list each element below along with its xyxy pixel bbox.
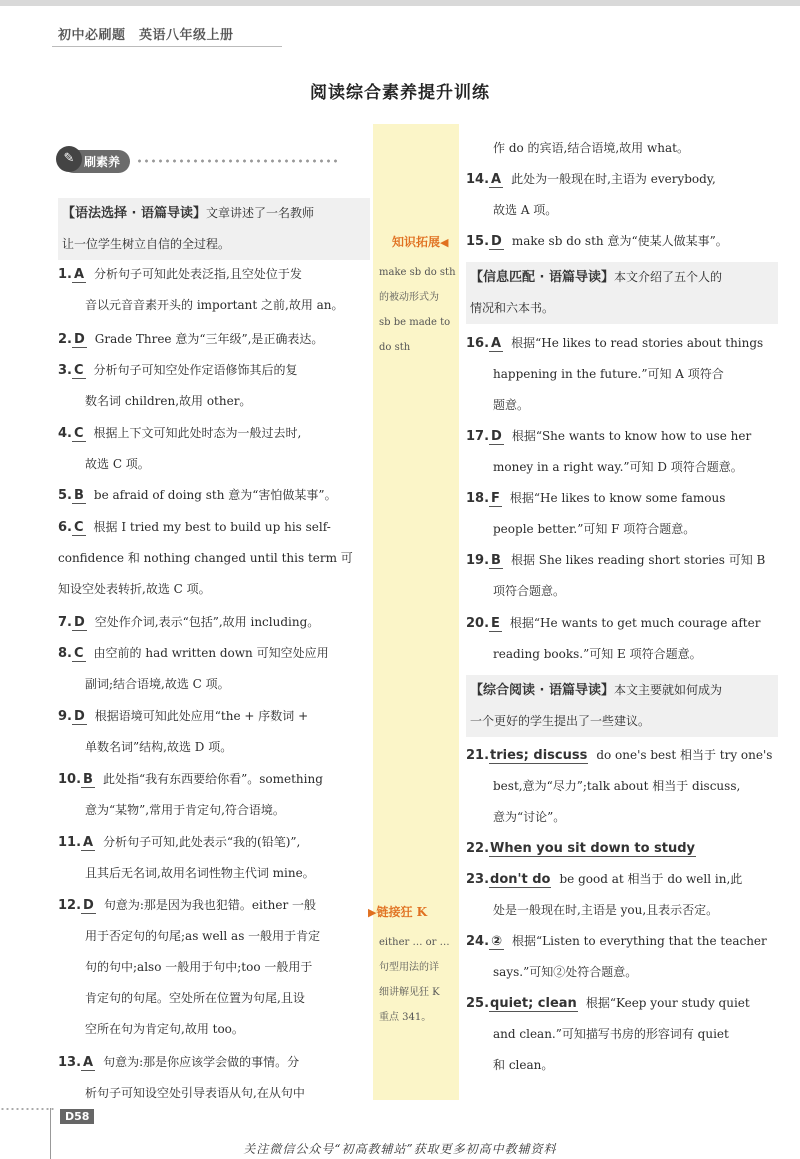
side-note-line: 的被动形式为: [379, 292, 439, 303]
explanation-text: 处是一般现在时,主语是 you,且表示否定。: [493, 903, 719, 917]
question-number: 2.: [58, 332, 72, 347]
answer-item: [466, 226, 778, 257]
section-intro: 一个更好的学生提出了一些建议。: [470, 714, 651, 728]
answer-item: [58, 259, 370, 321]
section-intro: 本文介绍了五个人的: [614, 270, 723, 284]
answer-item: [466, 608, 778, 670]
answer-item: [466, 926, 778, 988]
explanation-text: happening in the future.”可知 A 项符合: [493, 367, 724, 381]
answer-item: [58, 418, 370, 480]
answer-item: [58, 607, 370, 638]
explanation-text: make sb do sth 意为“使某人做某事”。: [511, 234, 728, 248]
explanation-text: 肯定句的句尾。空处所在位置为句尾,且设: [85, 991, 305, 1005]
explanation-text: 空处作介词,表示“包括”,故用 including。: [94, 615, 320, 629]
arrow-right-icon: ▶: [368, 906, 377, 919]
header-divider: [52, 46, 282, 47]
explanation-text: 项符合题意。: [493, 584, 566, 598]
explanation-text: 用于否定句的句尾;as well as 一般用于肯定: [85, 929, 321, 943]
question-number: 13.: [58, 1055, 82, 1070]
section-intro: 文章讲述了一名教师: [206, 206, 315, 220]
explanation-text: 根据语境可知此处应用“the + 序数词 +: [94, 709, 309, 723]
side-note-line: sb be made to: [379, 317, 451, 328]
explanation-text: 分析句子可知空处作定语修饰其后的复: [93, 363, 298, 377]
explanation-text: 此处为一般现在时,主语为 everybody,: [511, 172, 716, 186]
answer-choice: D: [73, 709, 85, 724]
answer-text: quiet; clean: [490, 996, 577, 1011]
question-number: 8.: [58, 646, 72, 661]
section-matching: [466, 262, 778, 324]
answer-item: [466, 864, 778, 926]
knowledge-extension-tag: [392, 233, 448, 250]
explanation-text: 意为“某物”,常用于肯定句,符合语境。: [85, 803, 285, 817]
answer-item: [466, 328, 778, 421]
section-reading: [466, 675, 778, 737]
explanation-text: 根据“He likes to know some famous: [509, 491, 726, 505]
section-intro: 本文主要就如何成为: [614, 683, 723, 697]
question-number: 15.: [466, 234, 490, 249]
footer-note: 关注微信公众号“初高教辅站”获取更多初高中教辅资料: [243, 1142, 557, 1156]
question-number: 4.: [58, 426, 72, 441]
side-note-line: 细讲解见狂 K: [379, 987, 440, 998]
explanation-text: 句意为:那是因为我也犯错。either 一般: [103, 898, 317, 912]
answer-item: [58, 890, 370, 1045]
section-intro: 让一位学生树立自信的全过程。: [62, 237, 231, 251]
explanation-text: 故选 C 项。: [85, 457, 150, 471]
section-intro: 情况和六本书。: [470, 301, 555, 315]
answer-choice: D: [491, 234, 502, 249]
explanation-text: reading books.”可知 E 项符合题意。: [493, 647, 702, 661]
side-note-line: 重点 341。: [379, 1012, 432, 1023]
dotted-rule: [136, 159, 341, 163]
answer-item: [58, 512, 370, 605]
explanation-text: and clean.”可知描写书房的形容词有 quiet: [493, 1027, 729, 1041]
explanation-text: people better.”可知 F 项符合题意。: [493, 522, 696, 536]
side-note-extension: [373, 260, 459, 360]
side-note-line: 句型用法的详: [379, 962, 439, 973]
explanation-text: 分析句子可知,此处表示“我的(铅笔)”,: [103, 835, 301, 849]
question-number: 7.: [58, 615, 72, 630]
side-tag-label: 链接狂 K: [376, 905, 428, 919]
question-number: 25.: [466, 996, 490, 1011]
explanation-text: 此处指“我有东西要给你看”。something: [102, 772, 323, 786]
answer-choice: E: [491, 616, 500, 631]
section-tag: 【信息匹配 · 语篇导读】: [470, 270, 614, 285]
answer-item: [466, 988, 778, 1081]
explanation-text: 和 clean。: [493, 1058, 554, 1072]
question-number: 11.: [58, 835, 82, 850]
answer-item: [466, 740, 778, 833]
answer-item: [466, 164, 778, 226]
explanation-text: 根据“She wants to know how to use her: [511, 429, 752, 443]
explanation-text: be afraid of doing sth 意为“害怕做某事”。: [93, 488, 337, 502]
explanation-text: 根据 She likes reading short stories 可知 B: [510, 553, 766, 567]
explanation-text: 作 do 的宾语,结合语境,故用 what。: [493, 141, 689, 155]
side-note-line: make sb do sth: [379, 267, 456, 278]
answer-item-continued: [466, 133, 778, 164]
answer-item: [466, 545, 778, 607]
question-number: 22.: [466, 841, 490, 856]
explanation-text: 根据上下文可知此处时态为一般过去时,: [93, 426, 302, 440]
question-number: 24.: [466, 934, 490, 949]
answer-item: [58, 1047, 370, 1109]
answer-item: [58, 638, 370, 700]
explanation-text: 题意。: [493, 398, 530, 412]
side-note-link: [373, 930, 459, 1030]
explanation-text: 单数名词”结构,故选 D 项。: [85, 740, 233, 754]
answer-choice: D: [491, 429, 502, 444]
section-badge: [62, 149, 341, 173]
page-title: 阅读综合素养提升训练: [310, 83, 490, 103]
answer-item: [466, 483, 778, 545]
explanation-text: 析句子可知设空处引导表语从句,在从句中: [85, 1086, 305, 1100]
side-tag-label: 知识拓展: [392, 235, 441, 249]
answer-item: [58, 324, 370, 355]
question-number: 12.: [58, 898, 82, 913]
question-number: 20.: [466, 616, 490, 631]
answer-item: [466, 833, 778, 864]
question-number: 10.: [58, 772, 82, 787]
answer-choice: C: [73, 426, 84, 441]
page-number: D58: [60, 1109, 94, 1124]
explanation-text: 音以元音音素开头的 important 之前,故用 an。: [85, 298, 344, 312]
answer-choice: A: [73, 267, 85, 282]
answer-choice: C: [73, 520, 84, 535]
answer-choice: D: [73, 332, 85, 347]
explanation-text: 句意为:那是你应该学会做的事情。分: [103, 1055, 300, 1069]
answer-text: tries; discuss: [490, 748, 588, 763]
arrow-right-icon: ◀: [440, 236, 449, 249]
explanation-text: 空所在句为肯定句,故用 too。: [85, 1022, 244, 1036]
answer-choice: D: [73, 615, 85, 630]
answer-item: [58, 480, 370, 511]
explanation-text: 知设空处表转折,故选 C 项。: [58, 582, 211, 596]
section-grammar: [58, 198, 370, 260]
answer-choice: C: [73, 646, 84, 661]
side-note-line: do sth: [379, 342, 411, 353]
section-tag: 【语法选择 · 语篇导读】: [62, 206, 206, 221]
answer-choice: F: [491, 491, 500, 506]
explanation-text: 根据“He wants to get much courage after: [509, 616, 761, 630]
explanation-text: 且其后无名词,故用名词性物主代词 mine。: [85, 866, 315, 880]
question-number: 1.: [58, 267, 72, 282]
explanation-text: 故选 A 项。: [493, 203, 558, 217]
top-bar: [0, 0, 800, 6]
explanation-text: 根据“Keep your study quiet: [585, 996, 750, 1010]
question-number: 6.: [58, 520, 72, 535]
explanation-text: 分析句子可知此处表泛指,且空处位于发: [94, 267, 302, 281]
explanation-text: Grade Three 意为“三年级”,是正确表达。: [94, 332, 324, 346]
answer-choice: B: [73, 488, 84, 503]
section-tag: 【综合阅读 · 语篇导读】: [470, 683, 614, 698]
pencil-icon: ✎: [56, 146, 82, 172]
answer-choice: B: [83, 772, 93, 787]
answer-item: [58, 701, 370, 763]
question-number: 9.: [58, 709, 72, 724]
explanation-text: confidence 和 nothing changed until this term 可: [58, 551, 353, 565]
answer-item: [58, 355, 370, 417]
explanation-text: be good at 相当于 do well in,此: [559, 872, 743, 886]
explanation-text: do one's best 相当于 try one's: [596, 748, 773, 762]
explanation-text: best,意为“尽力”;talk about 相当于 discuss,: [493, 779, 741, 793]
explanation-text: 由空前的 had written down 可知空处应用: [93, 646, 329, 660]
answer-choice: C: [73, 363, 84, 378]
side-note-line: either … or …: [379, 937, 450, 948]
explanation-text: 副词;结合语境,故选 C 项。: [85, 677, 230, 691]
link-tag: [368, 903, 427, 920]
answer-choice: A: [83, 1055, 94, 1070]
question-number: 23.: [466, 872, 490, 887]
answer-item: [58, 827, 370, 889]
explanation-text: money in a right way.”可知 D 项符合题意。: [493, 460, 743, 474]
question-number: 5.: [58, 488, 72, 503]
answer-text: When you sit down to study: [490, 841, 696, 856]
explanation-text: 根据“Listen to everything that the teacher: [512, 934, 767, 948]
question-number: 21.: [466, 748, 490, 763]
footer-dotted-rule: [0, 1108, 56, 1110]
answer-text: don't do: [490, 872, 551, 887]
book-header: 初中必刷题 英语八年级上册: [58, 28, 234, 43]
answer-choice: B: [491, 553, 501, 568]
answer-choice: ②: [491, 934, 503, 949]
question-number: 18.: [466, 491, 490, 506]
question-number: 3.: [58, 363, 72, 378]
answer-item: [466, 421, 778, 483]
badge-label: 刷素养: [84, 154, 121, 169]
explanation-text: 句的句中;also 一般用于句中;too 一般用于: [85, 960, 313, 974]
question-number: 17.: [466, 429, 490, 444]
question-number: 19.: [466, 553, 490, 568]
badge-pill: [62, 150, 130, 173]
explanation-text: 意为“讨论”。: [493, 810, 566, 824]
answer-choice: A: [491, 336, 502, 351]
answer-choice: A: [491, 172, 502, 187]
question-number: 16.: [466, 336, 490, 351]
answer-item: [58, 764, 370, 826]
answer-choice: D: [83, 898, 94, 913]
explanation-text: says.”可知②处符合题意。: [493, 965, 638, 979]
explanation-text: 数名词 children,故用 other。: [85, 394, 252, 408]
answer-choice: A: [83, 835, 94, 850]
explanation-text: 根据 I tried my best to build up his self-: [93, 520, 331, 534]
question-number: 14.: [466, 172, 490, 187]
explanation-text: 根据“He likes to read stories about things: [511, 336, 764, 350]
